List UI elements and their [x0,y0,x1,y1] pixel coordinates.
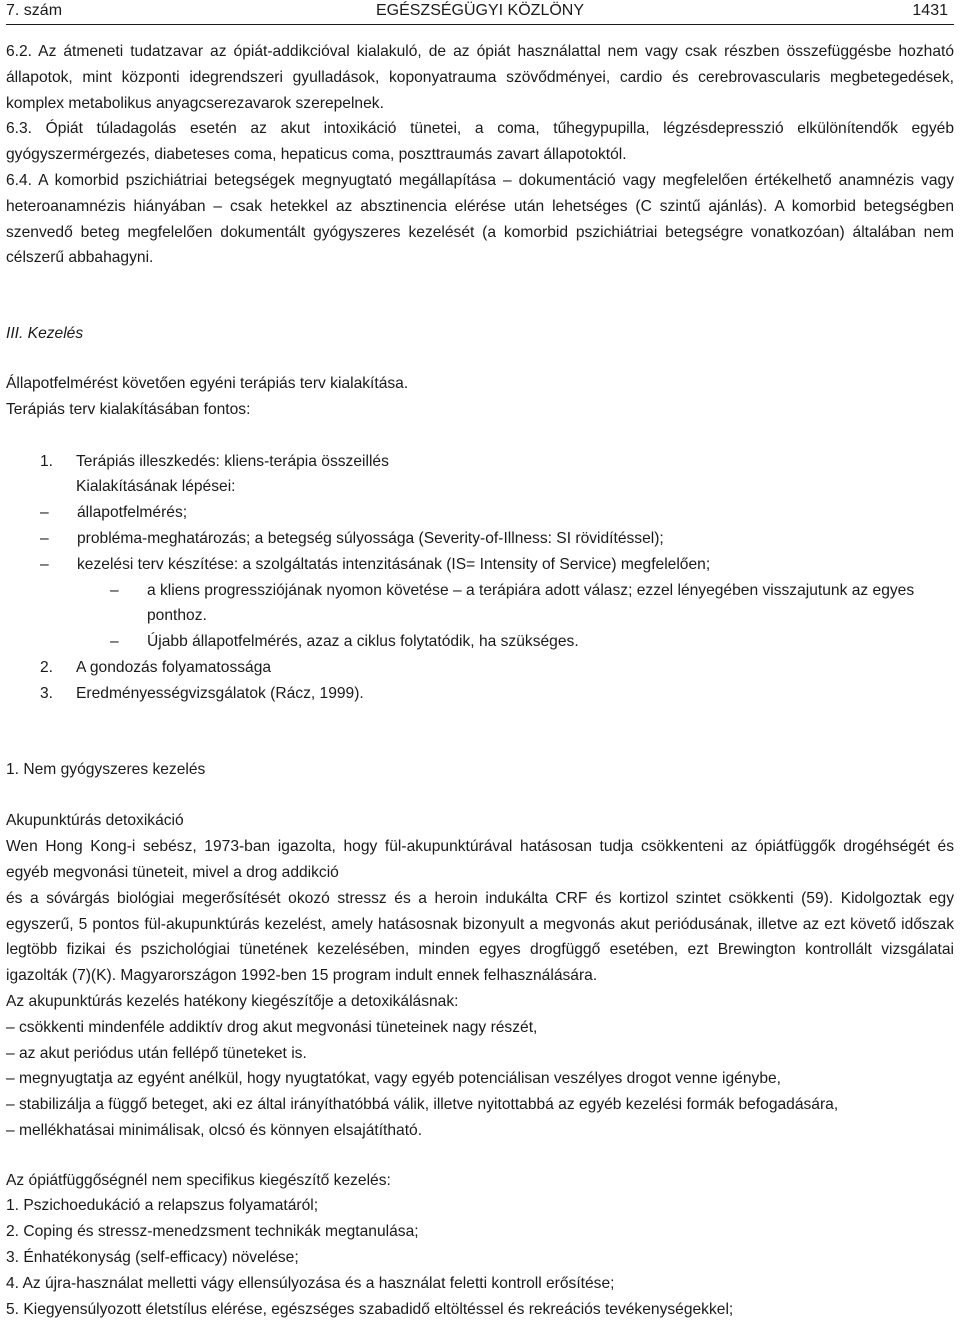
acupuncture-heading: Akupunktúrás detoxikáció [6,812,184,830]
step-text: Újabb állapotfelmérés, azaz a ciklus folytatódik, ha szükséges. [147,633,579,651]
dash-glyph: – [110,581,119,599]
list-item: – az akut periódus után fellépő tüneteket is. [6,1044,307,1062]
steps-label: Kialakításának lépései: [76,478,236,496]
list-item: 1. Pszichoedukáció a relapszus folyamatáról; [6,1197,319,1215]
list-text: Eredményességvizsgálatok (Rácz, 1999). [76,684,364,702]
list-text: Terápiás illeszkedés: kliens-terápia összeillés [76,452,389,470]
dash-glyph: – [40,529,49,547]
list-item [6,655,954,681]
dash-glyph: – [40,504,49,522]
steps-list [6,500,954,655]
list-item [6,681,954,707]
section-intro-2: Terápiás terv kialakításában fontos: [6,400,251,418]
list-item: – csökkenti mindenféle addiktív drog akut megvonási tüneteinek nagy részét, [6,1018,538,1036]
paragraph-6-3: 6.3. Ópiát túladagolás esetén az akut intoxikáció tünetei, a coma, tűhegypupilla, légzésdepresszió elkülönítendők egyéb gyógyszermérgezés, diabeteses coma, hepaticus coma, poszttraumás zavart állapotoktól. [6,120,954,164]
acupuncture-text-1: Wen Hong Kong-i sebész, 1973-ban igazolta, hogy fül-akupunktúrával hatásosan tudja csökkenteni az ópiátfüggők drogéhségét és egyéb megvonási tüneteit, mivel a drog addikció [6,838,954,881]
step-text: kezelési terv készítése: a szolgáltatás intenzitásának (IS= Intensity of Service) megfelelően; [77,555,711,573]
list-number: 1. [40,452,54,470]
list-item: – stabilizálja a függő beteget, aki ez által irányíthatóbbá válik, illetve nyitottabbá az egyéb kezelési formák befogadására, [6,1096,839,1114]
therapy-plan-list [6,449,954,707]
list-item: 2. Coping és stressz-menedzsment technikák megtanulása; [6,1223,419,1241]
paragraph-6-4: 6.4. A komorbid pszichiátriai betegségek megnyugtató megállapítása – dokumentáció vagy megfelelően értékelhető anamnézis vagy heteroanamnézis hiányában – csak hetekkel az absztinencia elérése után lehetséges (C szintű ajánlás). A komorbid betegségben szenvedő beteg megfelelően dokumentált gyógyszeres kezelését (a komorbid pszichiátriai betegségre vonatkozóan) általában nem célszerű abbahagyni. [6,171,954,267]
step-item [6,578,954,630]
nonspecific-list [6,1193,954,1322]
dash-glyph: – [40,555,49,573]
step-item [6,500,954,526]
journal-title: EGÉSZSÉGÜGYI KÖZLÖNY [375,2,585,19]
step-text: probléma-meghatározás; a betegség súlyossága (Severity-of-Illness: SI rövidítéssel); [77,529,664,547]
list-item: – megnyugtatja az egyént anélkül, hogy nyugtatókat, vagy egyéb potenciálisan veszélyes drogot venne igénybe, [6,1070,782,1088]
list-number: 3. [40,684,54,702]
list-number: 2. [40,658,54,676]
acupuncture-complement: Az akupunktúrás kezelés hatékony kiegészítője a detoxikálásnak: [6,992,459,1010]
page-header [6,0,954,25]
step-item [6,629,954,655]
dash-glyph: – [110,633,119,651]
step-text: a kliens progressziójának nyomon követése – a terápiára adott válasz; ezzel lényegében visszajutunk az egyes ponthoz. [147,581,915,625]
list-item: 4. Az újra-használat melletti vágy ellensúlyozása és a használat feletti kontroll erősítése; [6,1274,615,1292]
nonpharm-heading: 1. Nem gyógyszeres kezelés [6,760,206,778]
page-number: 1431 [912,2,948,19]
section-title: III. Kezelés [6,325,84,343]
paragraph-6-2: 6.2. Az átmeneti tudatzavar az ópiát-addikcióval kialakuló, de az ópiát használattal nem vagy csak részben összefüggésbe hozható állapotok, mint központi idegrendszeri gyulladások, koponyatrauma szövődményei, cardio és cerebrovascularis megbetegedések, komplex metabolikus anyagcserezavarok szerepelnek. [6,43,954,112]
step-item [6,552,954,578]
list-item [6,449,954,655]
acupuncture-benefits-list [6,1015,954,1144]
list-text: A gondozás folyamatossága [76,658,272,676]
list-item: 3. Énhatékonyság (self-efficacy) növelése; [6,1249,299,1267]
list-item: 5. Kiegyensúlyozott életstílus elérése, egészséges szabadidő eltöltéssel és rekreációs tevékenységekkel; [6,1300,734,1318]
step-text: állapotfelmérés; [77,504,188,522]
step-item [6,526,954,552]
nonspecific-heading: Az ópiátfüggőségnél nem specifikus kiegészítő kezelés: [6,1171,391,1189]
list-item: – mellékhatásai minimálisak, olcsó és könnyen elsajátítható. [6,1121,423,1139]
acupuncture-text-2: és a sóvárgás biológiai megerősítését okozó stressz és a heroin indukálta CRF és kortizol szintet csökkenti (59). Kidolgoztak egy egyszerű, 5 pontos fül-akupunktúrás kezelést, amely hatásosnak bizonyult a megvonás akut periódusának, illetve az ezt követő időszak legtöbb fizikai és pszichológiai tünetének kezelésében, minden egyes drogfüggő esetében, ezt Brewington kontrollált vizsgálatai igazolták (7)(K). Magyarországon 1992-ben 15 program indult ennek felhasználására. [6,889,954,985]
section-intro-1: Állapotfelmérést követően egyéni terápiás terv kialakítása. [6,374,409,392]
issue-number: 7. szám [6,2,63,19]
